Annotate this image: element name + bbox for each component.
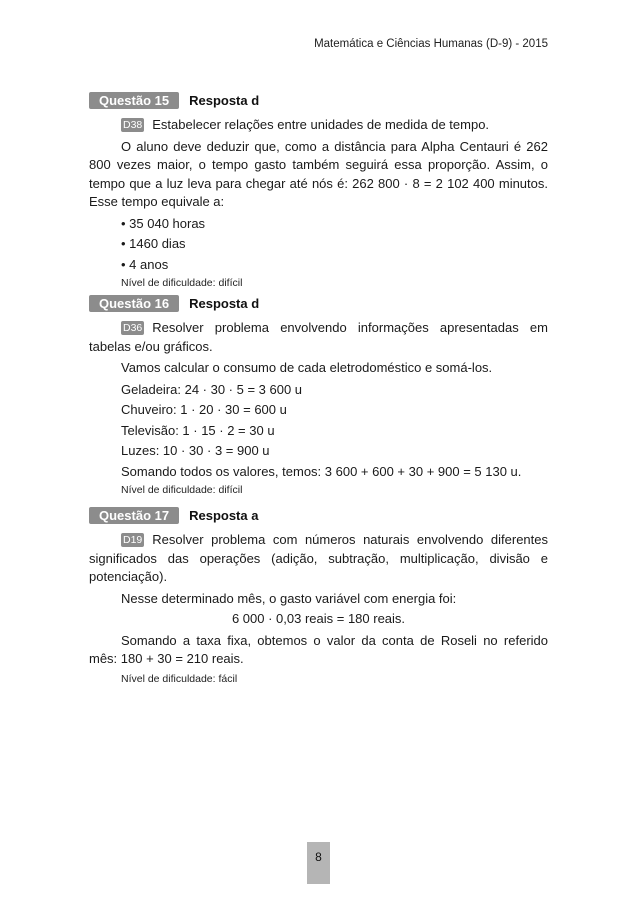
question-15-badge: Questão 15 [89,92,179,109]
descriptor-tag-d36: D36 [123,322,143,334]
question-17-descriptor-line [89,531,548,587]
question-17-conclusion: Somando a taxa fixa, obtemos o valor da conta de Roseli no referido mês: 180 + 30 = 210 reais. [89,632,548,666]
question-17-badge: Questão 17 [89,507,179,524]
calc-television: Televisão: 1 · 15 · 2 = 30 u [121,422,275,438]
page-header: Matemática e Ciências Humanas (D-9) - 2015 [314,38,548,50]
question-15-section [89,92,548,291]
question-17-line1: Nesse determinado mês, o gasto variável com energia foi: [121,590,457,606]
calc-refrigerator: Geladeira: 24 · 30 · 5 = 3 600 u [121,381,303,397]
bullet-years: • 4 anos [121,256,169,272]
bullet-hours: • 35 040 horas [121,215,206,231]
question-15-header [89,92,548,108]
question-17-difficulty: Nível de dificuldade: fácil [121,672,238,685]
question-15-answer: Resposta d [189,92,260,108]
question-17-header [89,507,548,523]
question-16-difficulty: Nível de dificuldade: difícil [121,484,243,496]
question-16-badge: Questão 16 [89,295,179,312]
calc-lights: Luzes: 10 · 30 · 3 = 900 u [121,443,270,458]
question-17-section [89,507,548,687]
question-16-header [89,295,548,311]
question-17-formula: 6 000 · 0,03 reais = 180 reais. [231,611,406,626]
question-16-descriptor-text: Resolver problema envolvendo informações apresentadas em tabelas e/ou gráficos. [89,320,548,354]
descriptor-tag-d38: D38 [123,119,143,131]
page-number-box [307,842,330,884]
question-15-descriptor-text: Estabelecer relações entre unidades de medida de tempo. [152,117,490,132]
question-16-intro: Vamos calcular o consumo de cada eletrodoméstico e somá-los. [121,360,493,375]
question-15-difficulty: Nível de dificuldade: difícil [121,277,243,289]
question-16-section [89,295,548,498]
question-17-answer: Resposta a [189,507,259,523]
bullet-days: • 1460 dias [121,236,186,251]
page-number: 8 [315,850,322,864]
calc-shower: Chuveiro: 1 · 20 · 30 = 600 u [121,402,287,417]
descriptor-tag-d19: D19 [123,534,143,546]
calc-total: Somando todos os valores, temos: 3 600 + 600 + 30 + 900 = 5 130 u. [121,463,522,479]
question-16-answer: Resposta d [189,295,260,311]
question-17-descriptor-text: Resolver problema com números naturais envolvendo diferentes significados das operações (adição, subtração, multiplicação, divisão e potenciação). [89,532,548,584]
question-15-descriptor-line [89,116,548,135]
question-15-explanation: O aluno deve deduzir que, como a distância para Alpha Centauri é 262 800 vezes maior, o tempo gasto também seguirá essa proporção. Assim, o tempo que a luz leva para chegar até nós é: 262 800 · 8 = 2 102 400 minutos. Esse tempo equivale a: [89,138,548,209]
question-16-descriptor-line [89,319,548,356]
